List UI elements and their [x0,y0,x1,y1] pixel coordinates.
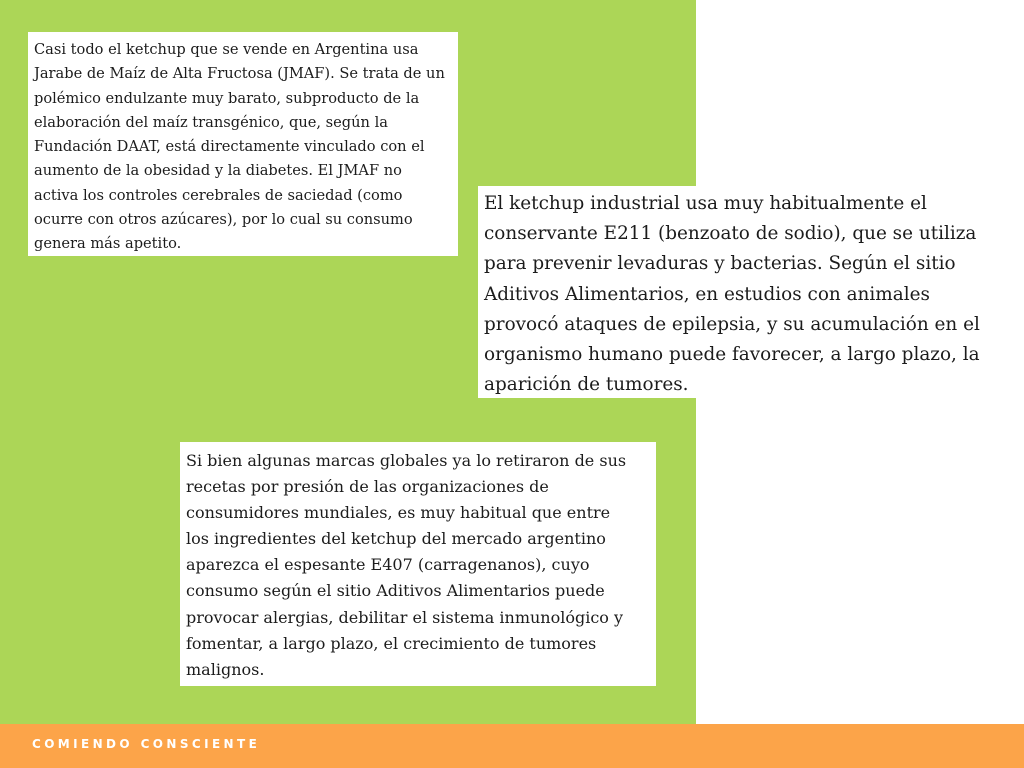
text-line: provocó ataques de epilepsia, y su acumulación en el [484,313,980,335]
text-line: Casi todo el ketchup que se vende en Argentina usa [34,41,419,58]
text-block-e211 [478,186,1006,398]
text-line: Jarabe de Maíz de Alta Fructosa (JMAF). Se trata de un [34,65,445,83]
text-line: los ingredientes del ketchup del mercado argentino [186,529,606,549]
text-line: polémico endulzante muy barato, subproducto de la [34,89,420,107]
footer-label: COMIENDO CONSCIENTE [32,737,261,751]
text-line: El ketchup industrial usa muy habitualmente el [484,193,927,214]
text-line: organismo humano puede favorecer, a largo plazo, la [484,344,980,366]
text-block-jmaf [28,32,458,256]
text-line: aumento de la obesidad y la diabetes. El JMAF no [34,162,402,180]
text-line: aparición de tumores. [484,374,689,396]
text-line: consumo según el sitio Aditivos Alimentarios puede [186,581,605,601]
text-line: consumidores mundiales, es muy habitual que entre [186,503,611,523]
text-line: para prevenir levaduras y bacterias. Según el sitio [484,253,956,275]
text-line: conservante E211 (benzoato de sodio), que se utiliza [484,223,977,245]
text-line: elaboración del maíz transgénico, que, según la [34,113,388,131]
text-line: recetas por presión de las organizaciones de [186,477,549,497]
text-line: genera más apetito. [34,235,182,253]
text-line: malignos. [186,659,265,679]
text-line: activa los controles cerebrales de saciedad (como [34,186,403,204]
text-block-e407 [180,442,656,686]
text-line: provocar alergias, debilitar el sistema inmunológico y [186,607,624,627]
text-line: aparezca el espesante E407 (carragenanos), cuyo [186,555,590,575]
text-line: Fundación DAAT, está directamente vinculado con el [34,138,425,156]
text-line: Aditivos Alimentarios, en estudios con animales [484,283,930,305]
text-line: fomentar, a largo plazo, el crecimiento de tumores [186,633,597,653]
text-line: Si bien algunas marcas globales ya lo retiraron de sus [186,451,627,470]
text-line: ocurre con otros azúcares), por lo cual su consumo [34,211,413,229]
